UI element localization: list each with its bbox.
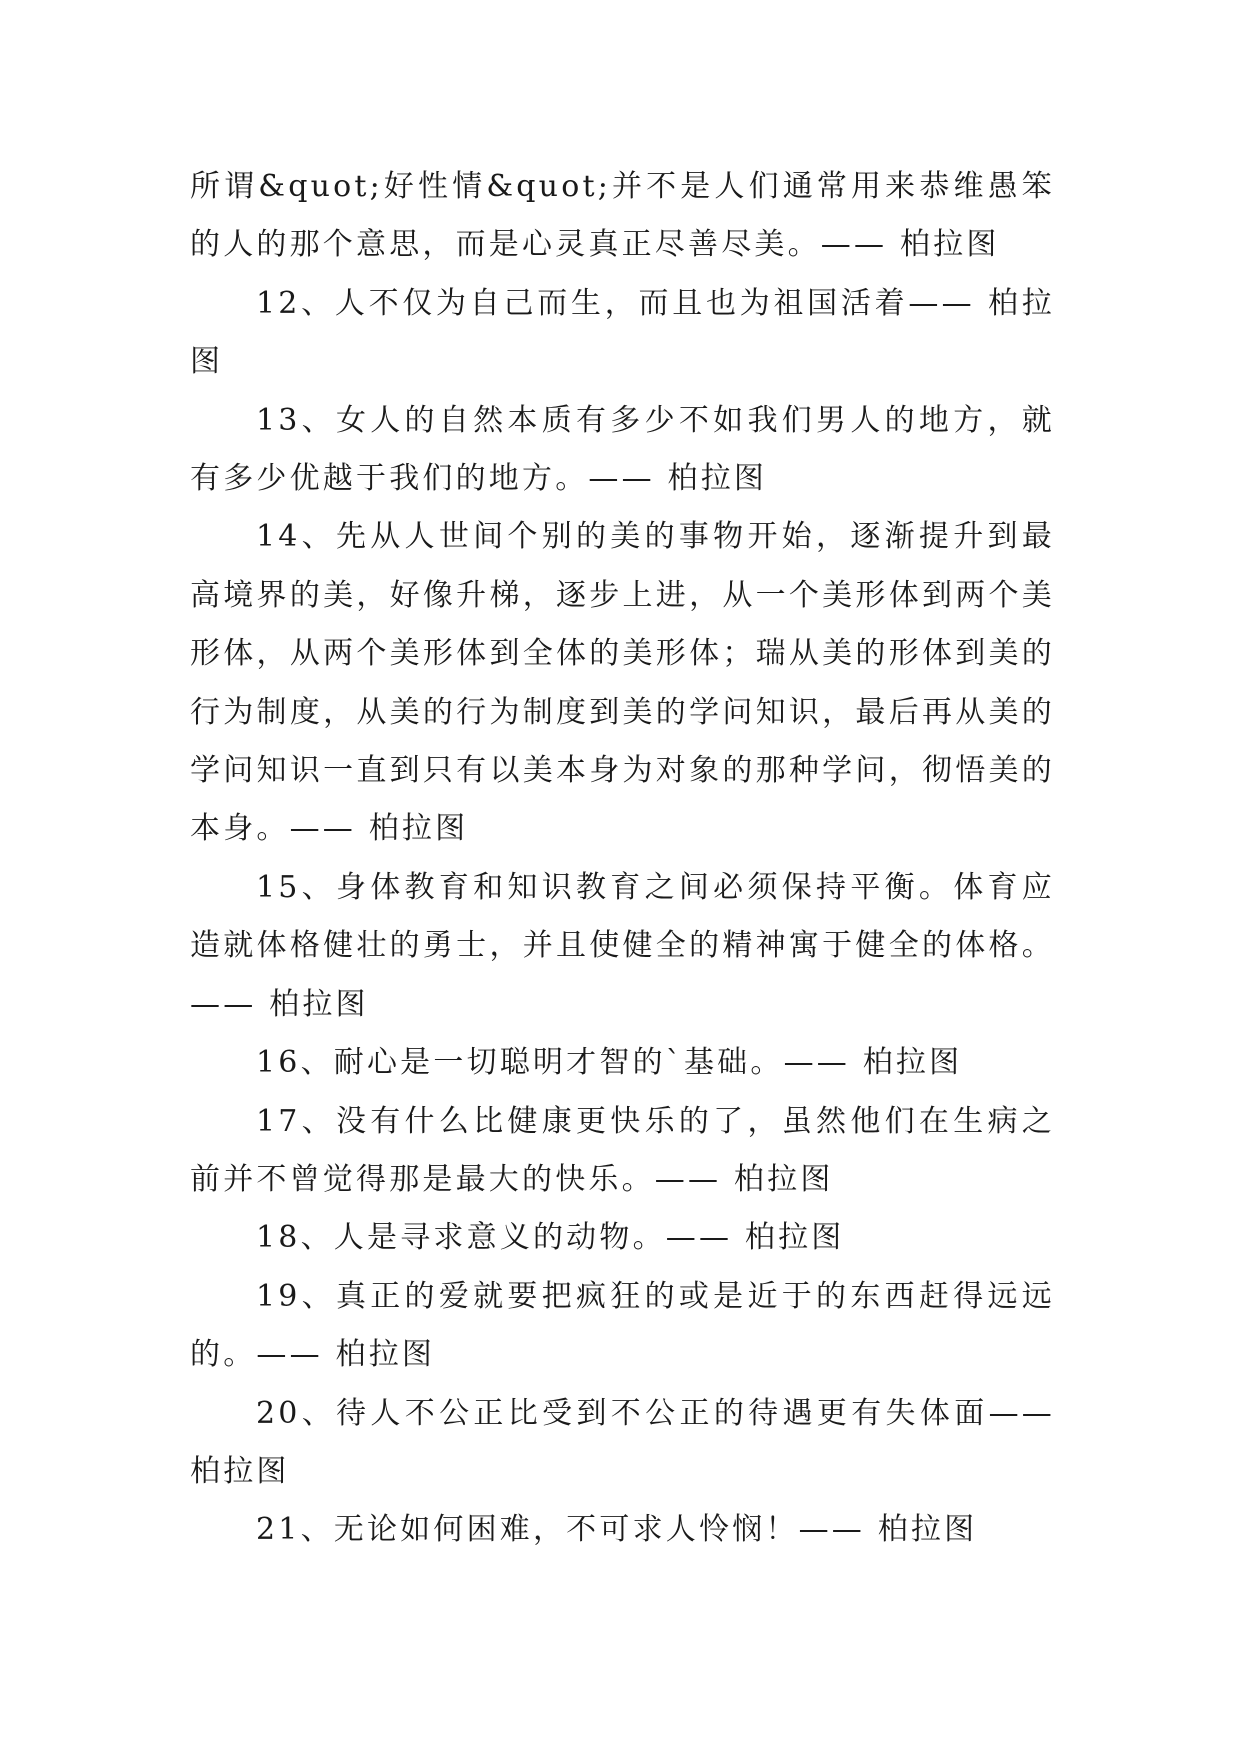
paragraph: 14、先从人世间个别的美的事物开始，逐渐提升到最高境界的美，好像升梯，逐步上进，从一个美形体到两个美形体，从两个美形体到全体的美形体；瑞从美的形体到美的行为制度，从美的行为制度到美的学问知识，最后再从美的学问知识一直到只有以美本身为对象的那种学问，彻悟美的本身。—— 柏拉图	[190, 519, 1055, 847]
paragraph: 所谓&quot;好性情&quot;并不是人们通常用来恭维愚笨的人的那个意思，而是心灵真正尽善尽美。—— 柏拉图	[190, 169, 1055, 263]
paragraph: 21、无论如何困难，不可求人怜悯！—— 柏拉图	[256, 1512, 978, 1548]
paragraph: 20、待人不公正比受到不公正的待遇更有失体面—— 柏拉图	[190, 1395, 1055, 1489]
paragraph: 15、身体教育和知识教育之间必须保持平衡。体育应造就体格健壮的勇士，并且使健全的精神寓于健全的体格。—— 柏拉图	[190, 869, 1055, 1022]
document-body	[190, 158, 1055, 1560]
paragraph: 13、女人的自然本质有多少不如我们男人的地方，就有多少优越于我们的地方。—— 柏拉图	[190, 402, 1055, 497]
paragraph: 12、人不仅为自己而生，而且也为祖国活着—— 柏拉图	[190, 285, 1055, 380]
paragraph: 16、耐心是一切聪明才智的`基础。—— 柏拉图	[256, 1045, 963, 1081]
paragraph: 17、没有什么比健康更快乐的了，虽然他们在生病之前并不曾觉得那是最大的快乐。—— 柏拉图	[190, 1103, 1055, 1197]
paragraph: 18、人是寻求意义的动物。—— 柏拉图	[256, 1220, 845, 1256]
paragraph: 19、真正的爱就要把疯狂的或是近于的东西赶得远远的。—— 柏拉图	[190, 1278, 1055, 1373]
